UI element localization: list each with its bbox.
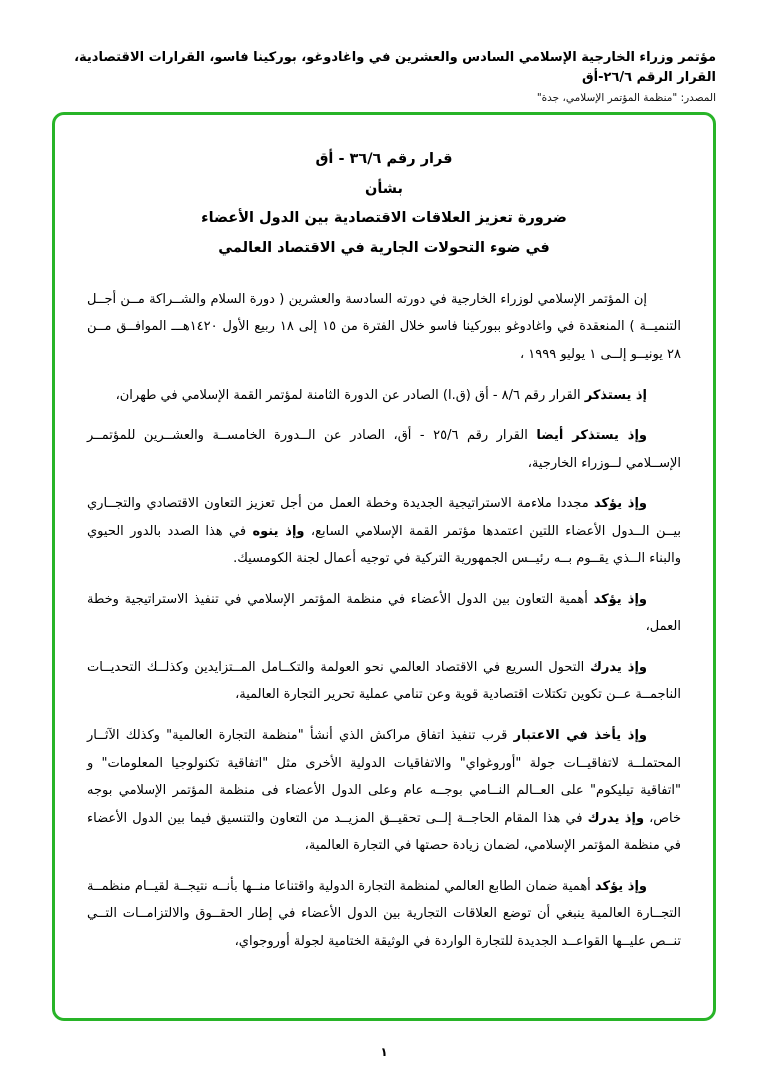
paragraph-text: قرب تنفيذ اتفاق مراكش الذي أنشأ "منظمة التجارة العالمية" وكذلك الآثــار المحتملــة لاتفاقيــات جولة "أوروغواي" والاتفاقيات الدولية الأخرى مثل "اتفاقية تكنولوجيا المعلومات" و "اتفاقية تيليكوم" على العــالم النــامي بوجــه عام وعلى الدول الأعضاء فى منظمة المؤتمر الإسلامي بوجه خاص، — [87, 727, 682, 826]
paragraph-text: في هذا الصدد بالدور الحيوي والبناء الــذي يقــوم بــه رئيــس الجمهورية التركية في توجيه أعمال لجنة الكومسيك. — [87, 523, 681, 567]
paragraph-lead-phrase: وإذ يأخذ في الاعتبار — [513, 727, 648, 743]
page-number: ١ — [380, 1045, 388, 1059]
paragraph-lead-phrase: وإذ يؤكد — [595, 878, 647, 894]
header-source-citation: المصدر: "منظمة المؤتمر الإسلامي، جدة" — [536, 92, 716, 104]
paragraph — [87, 382, 681, 410]
resolution-subject-line-2: في ضوء التحولات الجارية في الاقتصاد العالمي — [218, 240, 550, 257]
paragraph-lead-phrase: وإذ يستذكر أيضا — [536, 428, 647, 444]
paragraph — [87, 654, 681, 709]
paragraph — [87, 873, 681, 956]
paragraph-lead-phrase: وإذ يؤكد — [593, 496, 647, 512]
paragraph-text: مجددا ملاءمة الاستراتيجية الجديدة وخطة العمل من أجل تعزيز التعاون الاقتصادي والتجــاري بيــن الــدول الأعضاء اللتين اعتمدها مؤتمر القمة الإسلامي السابع، — [87, 496, 681, 539]
paragraph-lead-phrase: وإذ يدرك — [587, 810, 645, 826]
paragraph-text: في هذا المقام الحاجــة إلــى تحقيــق المزيــد من التعاون والتنسيق فيما بين الدول الأعضاء في منظمة المؤتمر الإسلامي، لضمان زيادة حصتها في التجارة العالمية، — [87, 810, 681, 854]
resolution-number-title: قرار رقم ٣٦/٦ - أق — [315, 151, 453, 167]
paragraph-text: أهمية التعاون بين الدول الأعضاء في منظمة المؤتمر الإسلامي في تنفيذ الاستراتيجية وخطة العمل، — [87, 591, 681, 635]
paragraph-text: التحول السريع في الاقتصاد العالمي نحو العولمة والتكــامل المــتزايدين وكذلــك التحديــات الناجمــة عــن تكوين تكتلات اقتصادية قوية وعن تنامي عملية تحرير التجارة العالمية، — [87, 659, 681, 703]
resolution-paragraphs — [87, 286, 681, 955]
paragraph-lead-phrase: إذ يستذكر — [584, 387, 647, 403]
paragraph — [87, 490, 681, 573]
page-header — [52, 48, 716, 104]
paragraph — [87, 422, 681, 477]
paragraph-text: إن المؤتمر الإسلامي لوزراء الخارجية في دورته السادسة والعشرين ( دورة السلام والشــراكة مــن أجــل التنميــة ) المنعقدة في واغادوغو ببوركينا فاسو خلال الفترة من ١٥ إلى ١٨ ربيع الأول ١٤٢٠هـــ الموافــق مــن ٢٨ يونيــو إلــى ١ يوليو ١٩٩٩ ، — [87, 291, 681, 362]
resolution-border-box — [52, 112, 716, 1021]
paragraph — [87, 722, 681, 860]
header-source-line: مؤتمر وزراء الخارجية الإسلامي السادس والعشرين في واغادوغو، بوركينا فاسو، القرارات الاقتصادية، القرار الرقم ٢٦/٦-أق — [74, 50, 716, 85]
resolution-title-block — [87, 145, 681, 264]
paragraph-text: القرار رقم ٨/٦ - أق (ق.ا) الصادر عن الدورة الثامنة لمؤتمر القمة الإسلامي في طهران، — [115, 387, 585, 403]
paragraph — [87, 286, 681, 369]
paragraph-lead-phrase: وإذ يدرك — [589, 659, 647, 675]
paragraph-lead-phrase: وإذ ينوه — [252, 523, 305, 539]
resolution-subject-line-1: ضرورة تعزيز العلاقات الاقتصادية بين الدول الأعضاء — [201, 210, 567, 227]
paragraph-text: أهمية ضمان الطابع العالمي لمنظمة التجارة الدولية واقتناعا منــها بأنــه نتيجــة لقيــام منظمــة التجــارة العالمية ينبغي أن توضع العلاقات التجارية بين الدول الأعضاء في إطار الحقــوق والالتزامــات التــي تنــص عليــها القواعــد الجديدة للتجارة الواردة في الوثيقة الختامية لجولة أوروجواي، — [87, 878, 681, 949]
resolution-subject-label: بشأن — [364, 180, 404, 197]
paragraph-text: القرار رقم ٢٥/٦ - أق، الصادر عن الــدورة الخامســة والعشــرين للمؤتمــر الإســلامي لــوزراء الخارجية، — [87, 428, 681, 471]
paragraph-lead-phrase: وإذ يؤكد — [593, 591, 647, 607]
paragraph — [87, 586, 681, 641]
